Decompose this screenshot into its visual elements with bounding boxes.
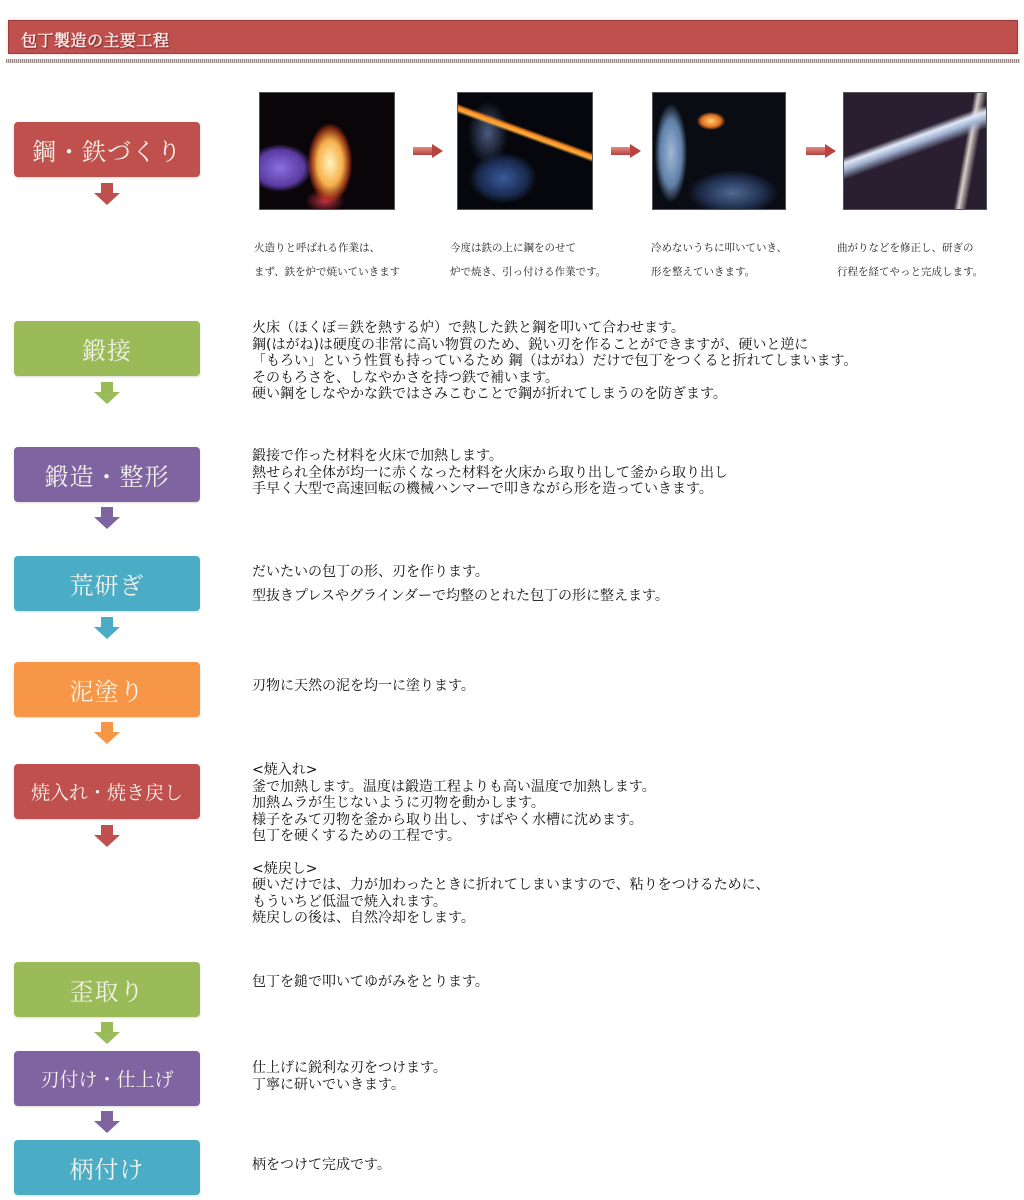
- description-heading-quench: <焼入れ>: [252, 762, 318, 778]
- down-arrow-icon: [94, 1111, 120, 1133]
- description-line: 鋼(はがね)は硬度の非常に高い物質のため、鋭い刃を作ることができますが、硬いと逆に: [252, 336, 809, 353]
- description-line: 包丁を硬くするための工程です。: [252, 828, 461, 844]
- step-box-forging-shaping: 鍛造・整形: [14, 447, 200, 502]
- description-line: 型抜きプレスやグラインダーで均整のとれた包丁の形に整えます。: [252, 588, 669, 604]
- description-line: 様子をみて刃物を釜から取り出し、すばやく水槽に沈めます。: [252, 811, 643, 828]
- spacer: [252, 845, 770, 861]
- page-title: 包丁製造の主要工程: [21, 31, 170, 50]
- down-arrow-icon: [94, 825, 120, 847]
- step-box-sharpening-finishing: 刃付け・仕上げ: [14, 1051, 200, 1106]
- down-arrow-icon: [94, 1022, 120, 1044]
- description-line: 「もろい」という性質も持っているため 鋼（はがね）だけで包丁をつくると折れてしまいます。: [252, 353, 858, 369]
- step-description-forge-welding: [252, 320, 857, 403]
- step-description-rough-grinding: [252, 560, 669, 608]
- down-arrow-icon: [94, 382, 120, 404]
- caption-line: 火造りと呼ばれる作業は、: [254, 242, 380, 254]
- header-dotted-divider: [6, 59, 1020, 63]
- step-description-forging-shaping: [252, 448, 728, 498]
- description-line: 鍛接で作った材料を火床で加熱します。: [252, 448, 503, 464]
- photo-forge-fire: [259, 92, 395, 210]
- step-box-quench-temper: 焼入れ・焼き戻し: [14, 764, 200, 819]
- description-line: 包丁を鎚で叩いてゆがみをとります。: [252, 974, 489, 990]
- description-line: 硬いだけでは、力が加わったときに折れてしまいますので、粘りをつけるために、: [252, 877, 770, 893]
- down-arrow-icon: [94, 507, 120, 529]
- caption-line: まず、鉄を炉で焼いていきます: [254, 266, 401, 278]
- description-heading-temper: <焼戻し>: [252, 860, 318, 877]
- step-description-sharpening-finishing: [252, 1060, 447, 1093]
- description-line: 手早く大型で高速回転の機械ハンマーで叩きながら形を造っていきます。: [252, 481, 713, 497]
- page-header-bar: [8, 20, 1018, 54]
- caption-line: 炉で焼き、引っ付ける作業です。: [450, 266, 607, 278]
- caption-line: 今度は鉄の上に鋼をのせて: [450, 242, 576, 254]
- step-box-clay-coating: 泥塗り: [14, 662, 200, 717]
- description-line: 火床（ほくぼ＝鉄を熱する炉）で熱した鉄と鋼を叩いて合わせます。: [252, 320, 685, 336]
- description-line: もういちど低温で焼入れます。: [252, 893, 447, 910]
- photo-steel-on-iron: [457, 92, 593, 210]
- down-arrow-icon: [94, 617, 120, 639]
- description-line: 釜で加熱します。温度は鍛造工程よりも高い温度で加熱します。: [252, 778, 656, 795]
- description-line: 焼戻しの後は、自然冷却をします。: [252, 910, 475, 926]
- description-line: だいたいの包丁の形、刃を作ります。: [252, 564, 489, 580]
- step-description-straightening: [252, 974, 489, 991]
- description-line: 熱せられ全体が均一に赤くなった材料を火床から取り出して釜から取り出し: [252, 464, 728, 481]
- photo-caption: [651, 236, 787, 284]
- step-box-rough-grinding: 荒研ぎ: [14, 556, 200, 611]
- caption-line: 曲がりなどを修正し、研ぎの: [837, 242, 974, 254]
- step-description-clay-coating: [252, 678, 475, 695]
- caption-line: 冷めないうちに叩いていき、: [651, 242, 788, 254]
- photo-hammering: [652, 92, 786, 210]
- right-arrow-icon: [413, 144, 443, 158]
- description-line: 刃物に天然の泥を均一に塗ります。: [252, 678, 475, 694]
- photo-caption: [837, 236, 983, 284]
- description-line: 加熱ムラが生じないように刃物を動かします。: [252, 795, 545, 811]
- step-description-handle-fitting: [252, 1157, 391, 1174]
- step-box-forge-welding: 鍛接: [14, 321, 200, 376]
- photo-finished-blade: [843, 92, 987, 210]
- description-line: 丁寧に研いでいきます。: [252, 1076, 405, 1093]
- caption-line: 行程を経てやっと完成します。: [837, 266, 984, 278]
- description-line: 柄をつけて完成です。: [252, 1157, 391, 1173]
- description-line: 硬い鋼をしなやかな鉄ではさみこむことで鋼が折れてしまうのを防ぎます。: [252, 386, 727, 402]
- down-arrow-icon: [94, 183, 120, 205]
- description-line: そのもろさを、しなやかさを持つ鉄で補います。: [252, 369, 559, 386]
- photo-caption: [450, 236, 606, 284]
- step-description-quench-temper: [252, 762, 770, 927]
- step-box-steel-iron-making: 鋼・鉄づくり: [14, 122, 200, 177]
- photo-caption: [254, 236, 400, 284]
- step-box-handle-fitting: 柄付け: [14, 1140, 200, 1195]
- description-line: 仕上げに鋭利な刃をつけます。: [252, 1060, 447, 1076]
- step-box-straightening: 歪取り: [14, 962, 200, 1017]
- caption-line: 形を整えていきます。: [651, 266, 756, 278]
- down-arrow-icon: [94, 722, 120, 744]
- right-arrow-icon: [806, 144, 836, 158]
- right-arrow-icon: [611, 144, 641, 158]
